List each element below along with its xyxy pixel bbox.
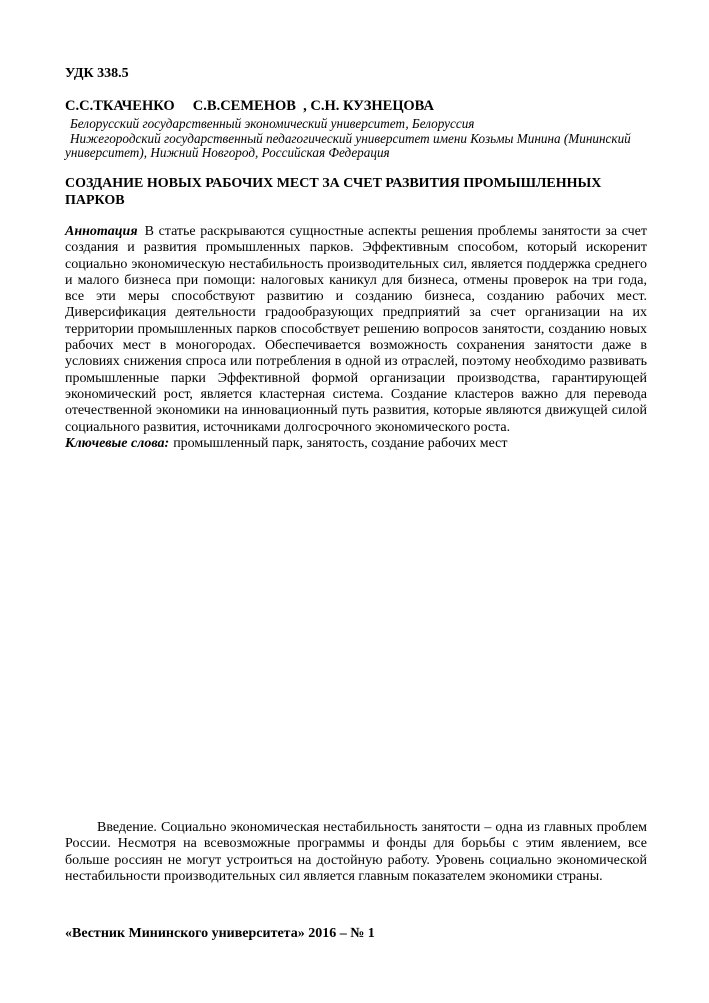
introduction-block xyxy=(65,820,647,885)
journal-footer: «Вестник Мининского университета» 2016 – № 1 xyxy=(65,926,375,941)
keywords-text: промышленный парк, занятость, создание рабочих мест xyxy=(173,435,508,451)
abstract-block xyxy=(65,224,647,452)
authors-line: С.С.ТКАЧЕНКО С.В.СЕМЕНОВ , С.Н. КУЗНЕЦОВА xyxy=(65,98,434,114)
abstract-label: Аннотация xyxy=(65,224,138,239)
keywords-label: Ключевые слова: xyxy=(65,435,170,451)
article-title: СОЗДАНИЕ НОВЫХ РАБОЧИХ МЕСТ ЗА СЧЕТ РАЗВИТИЯ ПРОМЫШЛЕННЫХ ПАРКОВ xyxy=(65,176,602,208)
keywords-paragraph xyxy=(65,436,647,452)
affiliation-belarus: Белорусский государственный экономический университет, Белоруссия xyxy=(70,116,475,131)
affiliations-block xyxy=(65,117,647,161)
abstract-text: В статье раскрываются сущностные аспекты решения проблемы занятости за счет создания и развития промышленных парков. Эффективным способом, который искоренит социально экономическую нестабильность производительных сил, является поддержка среднего и малого бизнеса при помощи: налоговых каникул для бизнеса, отмены проверок на три года, все эти меры способствуют развитию и созданию бизнеса, созданию рабочих мест. Диверсификация деятельности градообразующих предприятий за счет организации на их территории промышленных парков способствует решению вопросов занятости, созданию новых рабочих мест в моногородах. Обеспечивается возможность сохранения занятости даже в условиях снижения спроса или потребления в одной из отраслей, поэтому необходимо развивать промышленные парки Эффективной формой организации производства, гарантирующей экономический рост, является кластерная система. Создание кластеров важно для перевода отечественной экономики на инновационный путь развития, которые являются движущей силой социального развития, источниками долгосрочного экономического роста. xyxy=(65,224,647,435)
abstract-paragraph xyxy=(65,224,647,436)
introduction-paragraph: Введение. Социально экономическая нестабильность занятости – одна из главных проблем России. Несмотря на всевозможные программы и фонды для борьбы с этим явлением, все больше россиян не могут устроиться на достойную работу. Уровень социально экономической нестабильности производительных сил является главным показателем экономики страны. xyxy=(65,820,647,884)
udc-label: УДК 338.5 xyxy=(65,66,129,81)
affiliation-minin-university: Нижегородский государственный педагогический университет имени Козьмы Минина (Мининский университет), Нижний Новгород, Российская Федерация xyxy=(65,130,631,160)
